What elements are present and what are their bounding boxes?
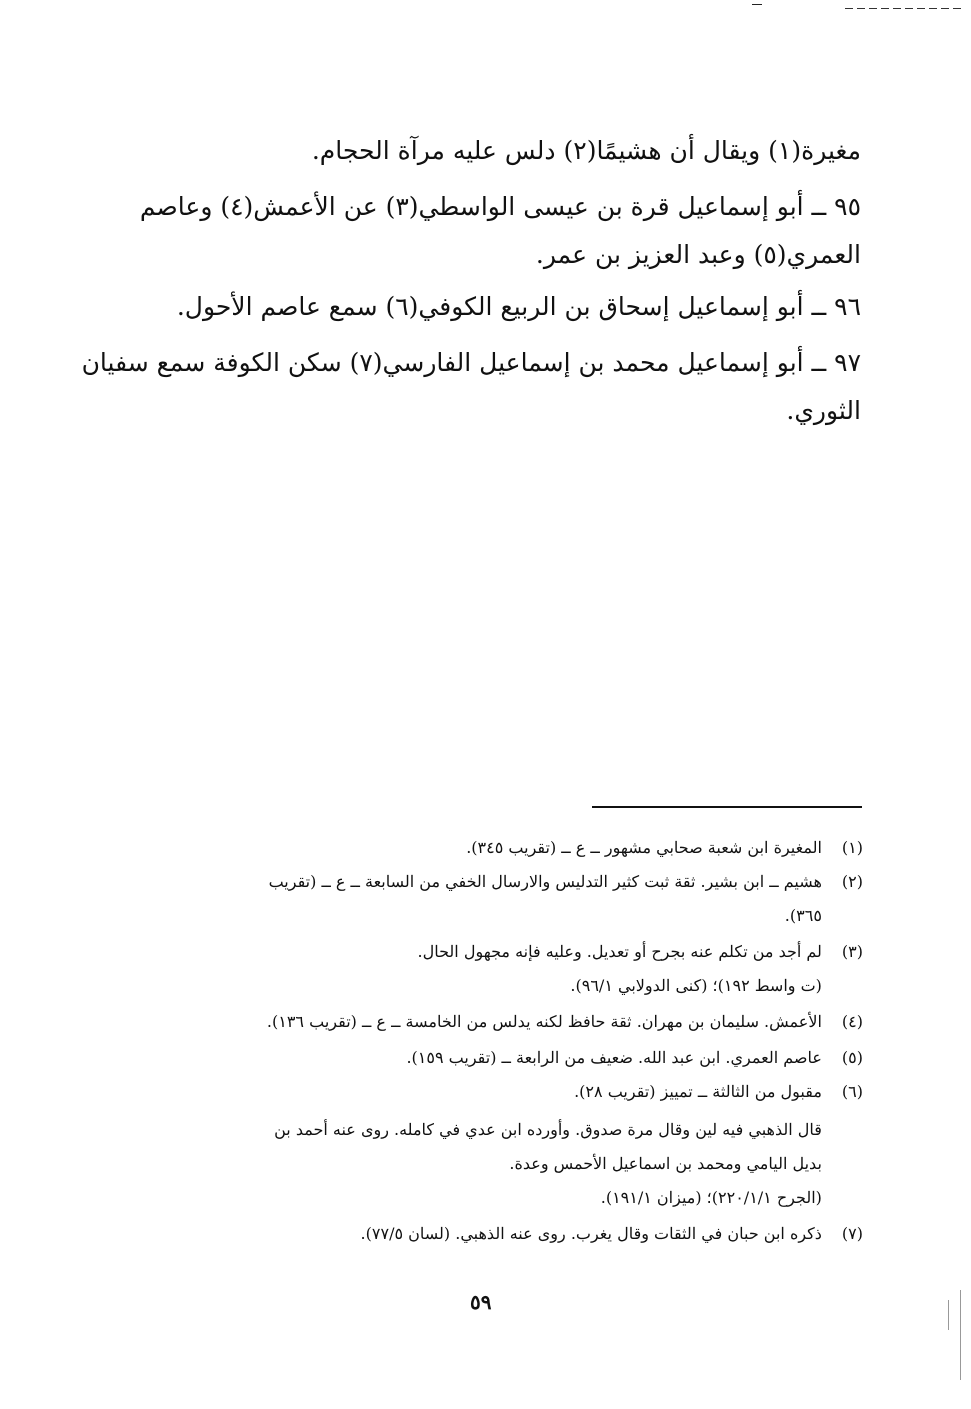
scan-edge-mark xyxy=(960,1290,961,1380)
footnote-number: (٦) xyxy=(841,1082,863,1101)
entry-95-line: ٩٥ ــ أبو إسماعيل قرة بن عيسى الواسطي(٣) عن الأعمش(٤) وعاصم xyxy=(139,192,861,221)
footnote-text: الأعمش. سليمان بن مهران. ثقة حافظ لكنه يدلس من الخامسة ــ ع ــ (تقريب ١٣٦). xyxy=(266,1012,822,1031)
footnote-separator xyxy=(592,806,862,808)
footnote-text: ذكره ابن حبان في الثقات وقال يغرب. روى عنه الذهبي. (لسان ٧٧/٥). xyxy=(360,1224,822,1243)
scan-edge-mark xyxy=(948,1300,949,1330)
footnote-number: (٣) xyxy=(841,942,863,961)
entry-97-continuation: الثوري. xyxy=(786,396,861,425)
top-scan-mark-dashed xyxy=(845,8,965,9)
footnote-5 xyxy=(406,1048,863,1067)
entry-95-continuation: العمري(٥) وعبد العزيز بن عمر. xyxy=(535,240,861,269)
page-number: ٥٩ xyxy=(470,1290,492,1314)
entry-97-line: ٩٧ ــ أبو إسماعيل محمد بن إسماعيل الفارسي(٧) سكن الكوفة سمع سفيان xyxy=(81,348,861,377)
footnote-number: (٥) xyxy=(841,1048,863,1067)
footnote-3 xyxy=(418,942,864,961)
footnote-text: بديل اليامي ومحمد بن اسماعيل الأحمس وعدة. xyxy=(509,1154,822,1173)
footnote-2-continuation xyxy=(785,906,863,925)
footnote-text: قال الذهبي فيه لين وقال مرة صدوق. وأورده ابن عدي في كامله. روى عنه أحمد بن xyxy=(274,1120,822,1139)
footnote-text: المغيرة ابن شعبة صحابي مشهور ــ ع ــ (تقريب ٣٤٥). xyxy=(466,838,822,857)
footnote-3-continuation xyxy=(570,976,863,995)
top-scan-mark xyxy=(752,4,762,5)
footnote-6 xyxy=(574,1082,863,1101)
footnote-text: هشيم ــ ابن بشير. ثقة ثبت كثير التدليس والارسال الخفي من السابعة ــ ع ــ (تقريب xyxy=(268,872,822,891)
footnote-number: (١) xyxy=(841,838,863,857)
footnote-4 xyxy=(267,1012,863,1031)
footnote-number: (٤) xyxy=(841,1012,863,1031)
footnote-text: ٣٦٥). xyxy=(784,906,822,925)
footnote-text: مقبول من الثالثة ــ تمييز (تقريب ٢٨). xyxy=(574,1082,822,1101)
footnote-text: (ت واسط ١٩٢)؛ (كنى الدولابي ٩٦/١). xyxy=(570,976,822,995)
footnote-1 xyxy=(466,838,863,857)
footnote-6-continuation xyxy=(601,1188,863,1207)
footnote-2 xyxy=(269,872,863,891)
footnote-6-continuation xyxy=(274,1120,863,1139)
footnote-number: (٧) xyxy=(841,1224,863,1243)
footnote-6-continuation xyxy=(509,1154,863,1173)
footnote-7 xyxy=(361,1224,863,1243)
footnote-text: عاصم العمري. ابن عبد الله. ضعيف من الرابعة ــ (تقريب ١٥٩). xyxy=(406,1048,822,1067)
footnote-text: (الجرح ٢٢٠/١/١)؛ (ميزان ١٩١/١). xyxy=(600,1188,822,1207)
footnote-text: لم أجد من تكلم عنه بجرح أو تعديل. وعليه فإنه مجهول الحال. xyxy=(417,942,822,961)
entry-96-line: ٩٦ ــ أبو إسماعيل إسحاق بن الربيع الكوفي(٦) سمع عاصم الأحول. xyxy=(176,292,861,321)
main-line: مغيرة(١) ويقال أن هشيمًا(٢) دلس عليه مرآة الحجام. xyxy=(311,136,861,165)
footnote-number: (٢) xyxy=(841,872,863,891)
